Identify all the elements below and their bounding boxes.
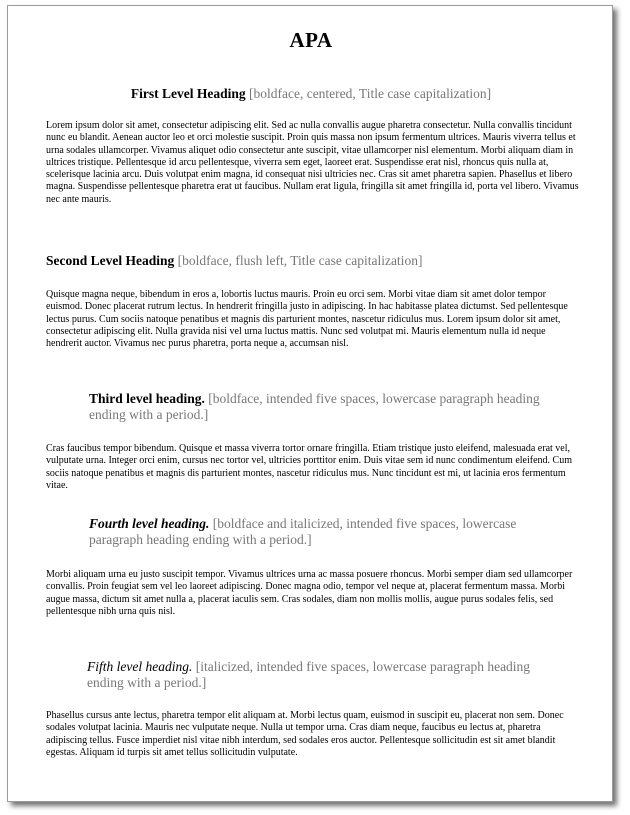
heading-text: Fifth level heading.	[87, 659, 193, 674]
heading-note: [boldface, intended five spaces, lowercase paragraph heading ending with a period.]	[89, 391, 540, 422]
heading-note: [boldface and italicized, intended five spaces, lowercase paragraph heading ending with a period.]	[89, 516, 517, 547]
document-page	[7, 5, 613, 802]
heading-note: [boldface, centered, Title case capitalization]	[248, 86, 492, 101]
document-title: APA	[289, 28, 333, 52]
heading-text: Second Level Heading	[46, 253, 175, 268]
heading-text: First Level Heading	[130, 86, 246, 101]
paragraph: Quisque magna neque, bibendum in eros a, lobortis luctus mauris. Proin eu orci sem. Morbi vitae diam sit amet dolor tempor euismod. Donec placerat rutrum lectus. In hendrerit fringilla justo in adipiscing. In hac habitasse platea dictumst. Sed pellentesque lectus purus. Cum sociis natoque penatibus et magnis dis parturient montes, nascetur ridiculus mus. Lorem ipsum dolor sit amet, consectetur adipiscing elit. Nulla gravida nisi vel urna luctus mattis. Nunc sed volutpat mi. Mauris elementum nulla id neque hendrerit auctor. Vivamus nec purus pharetra, porta neque a, accumsan nisl.	[46, 289, 568, 350]
first-level-heading	[8, 86, 614, 102]
third-level-heading	[89, 391, 544, 423]
paragraph: Morbi aliquam urna eu justo suscipit tempor. Vivamus ultrices urna ac massa posuere rhoncus. Morbi semper diam sed ullamcorper convallis. Proin feugiat sem vel leo laoreet adipiscing. Donec magna odio, tempor vel neque at, placerat fermentum massa. Morbi augue massa, dictum sit amet nulla a, placerat iaculis sem. Cras sodales, diam non mollis mollis, augue purus sodales felis, sed pellentesque nibh urna quis nisl.	[46, 569, 573, 617]
second-level-heading	[46, 253, 422, 269]
paragraph: Cras faucibus tempor bibendum. Quisque et massa viverra tortor ornare fringilla. Etiam tristique justo eleifend, malesuada erat vel, vulputate urna. Integer orci enim, cursus nec tortor vel, ultricies porttitor enim. Duis vitae sem id nunc condimentum eleifend. Cum sociis natoque penatibus et magnis dis parturient montes, nascetur ridiculus mus. Nunc tincidunt est mi, ut lacinia eros fermentum vitae.	[46, 443, 572, 491]
fourth-level-heading	[89, 516, 559, 548]
heading-note: [italicized, intended five spaces, lowercase paragraph heading ending with a period.]	[87, 659, 531, 690]
heading-note: [boldface, flush left, Title case capitalization]	[177, 253, 423, 268]
heading-text: Fourth level heading.	[89, 516, 210, 531]
paragraph: Lorem ipsum dolor sit amet, consectetur adipiscing elit. Sed ac nulla convallis augue pharetra consectetur. Nulla convallis tincidunt nunc eu blandit. Aenean auctor leo et orci molestie suscipit. Proin quis massa non ipsum fermentum ultrices. Mauris viverra tellus et urna sodales ullamcorper. Vivamus aliquet odio consectetur ante suscipit, vitae ullamcorper nisl elementum. Morbi aliquam diam in ultrices tristique. Pellentesque id arcu pellentesque, viverra sem eget, laoreet erat. Suspendisse erat nisl, rhoncus quis nulla at, scelerisque lacinia arcu. Duis volutpat enim magna, id consequat nisi ultricies nec. Cras sit amet pharetra sapien. Phasellus et libero magna. Suspendisse pellentesque pharetra erat ut faucibus. Nullam erat ligula, fringilla sit amet fringilla id, porta vel libero. Vivamus nec ante mauris.	[46, 120, 579, 205]
heading-text: Third level heading.	[89, 391, 205, 406]
paragraph: Phasellus cursus ante lectus, pharetra tempor elit aliquam at. Morbi lectus quam, euismod in suscipit eu, placerat non sem. Donec sodales volutpat lacinia. Mauris nec vulputate neque. Nulla ut tempor urna. Cras diam neque, faucibus eu lectus at, pharetra adipiscing tellus. Fusce imperdiet nisl vitae nibh interdum, sed sodales eros auctor. Pellentesque sollicitudin est sit amet blandit egestas. Aliquam id turpis sit amet tellus sollicitudin vulputate.	[46, 710, 564, 758]
fifth-level-heading	[87, 659, 567, 691]
